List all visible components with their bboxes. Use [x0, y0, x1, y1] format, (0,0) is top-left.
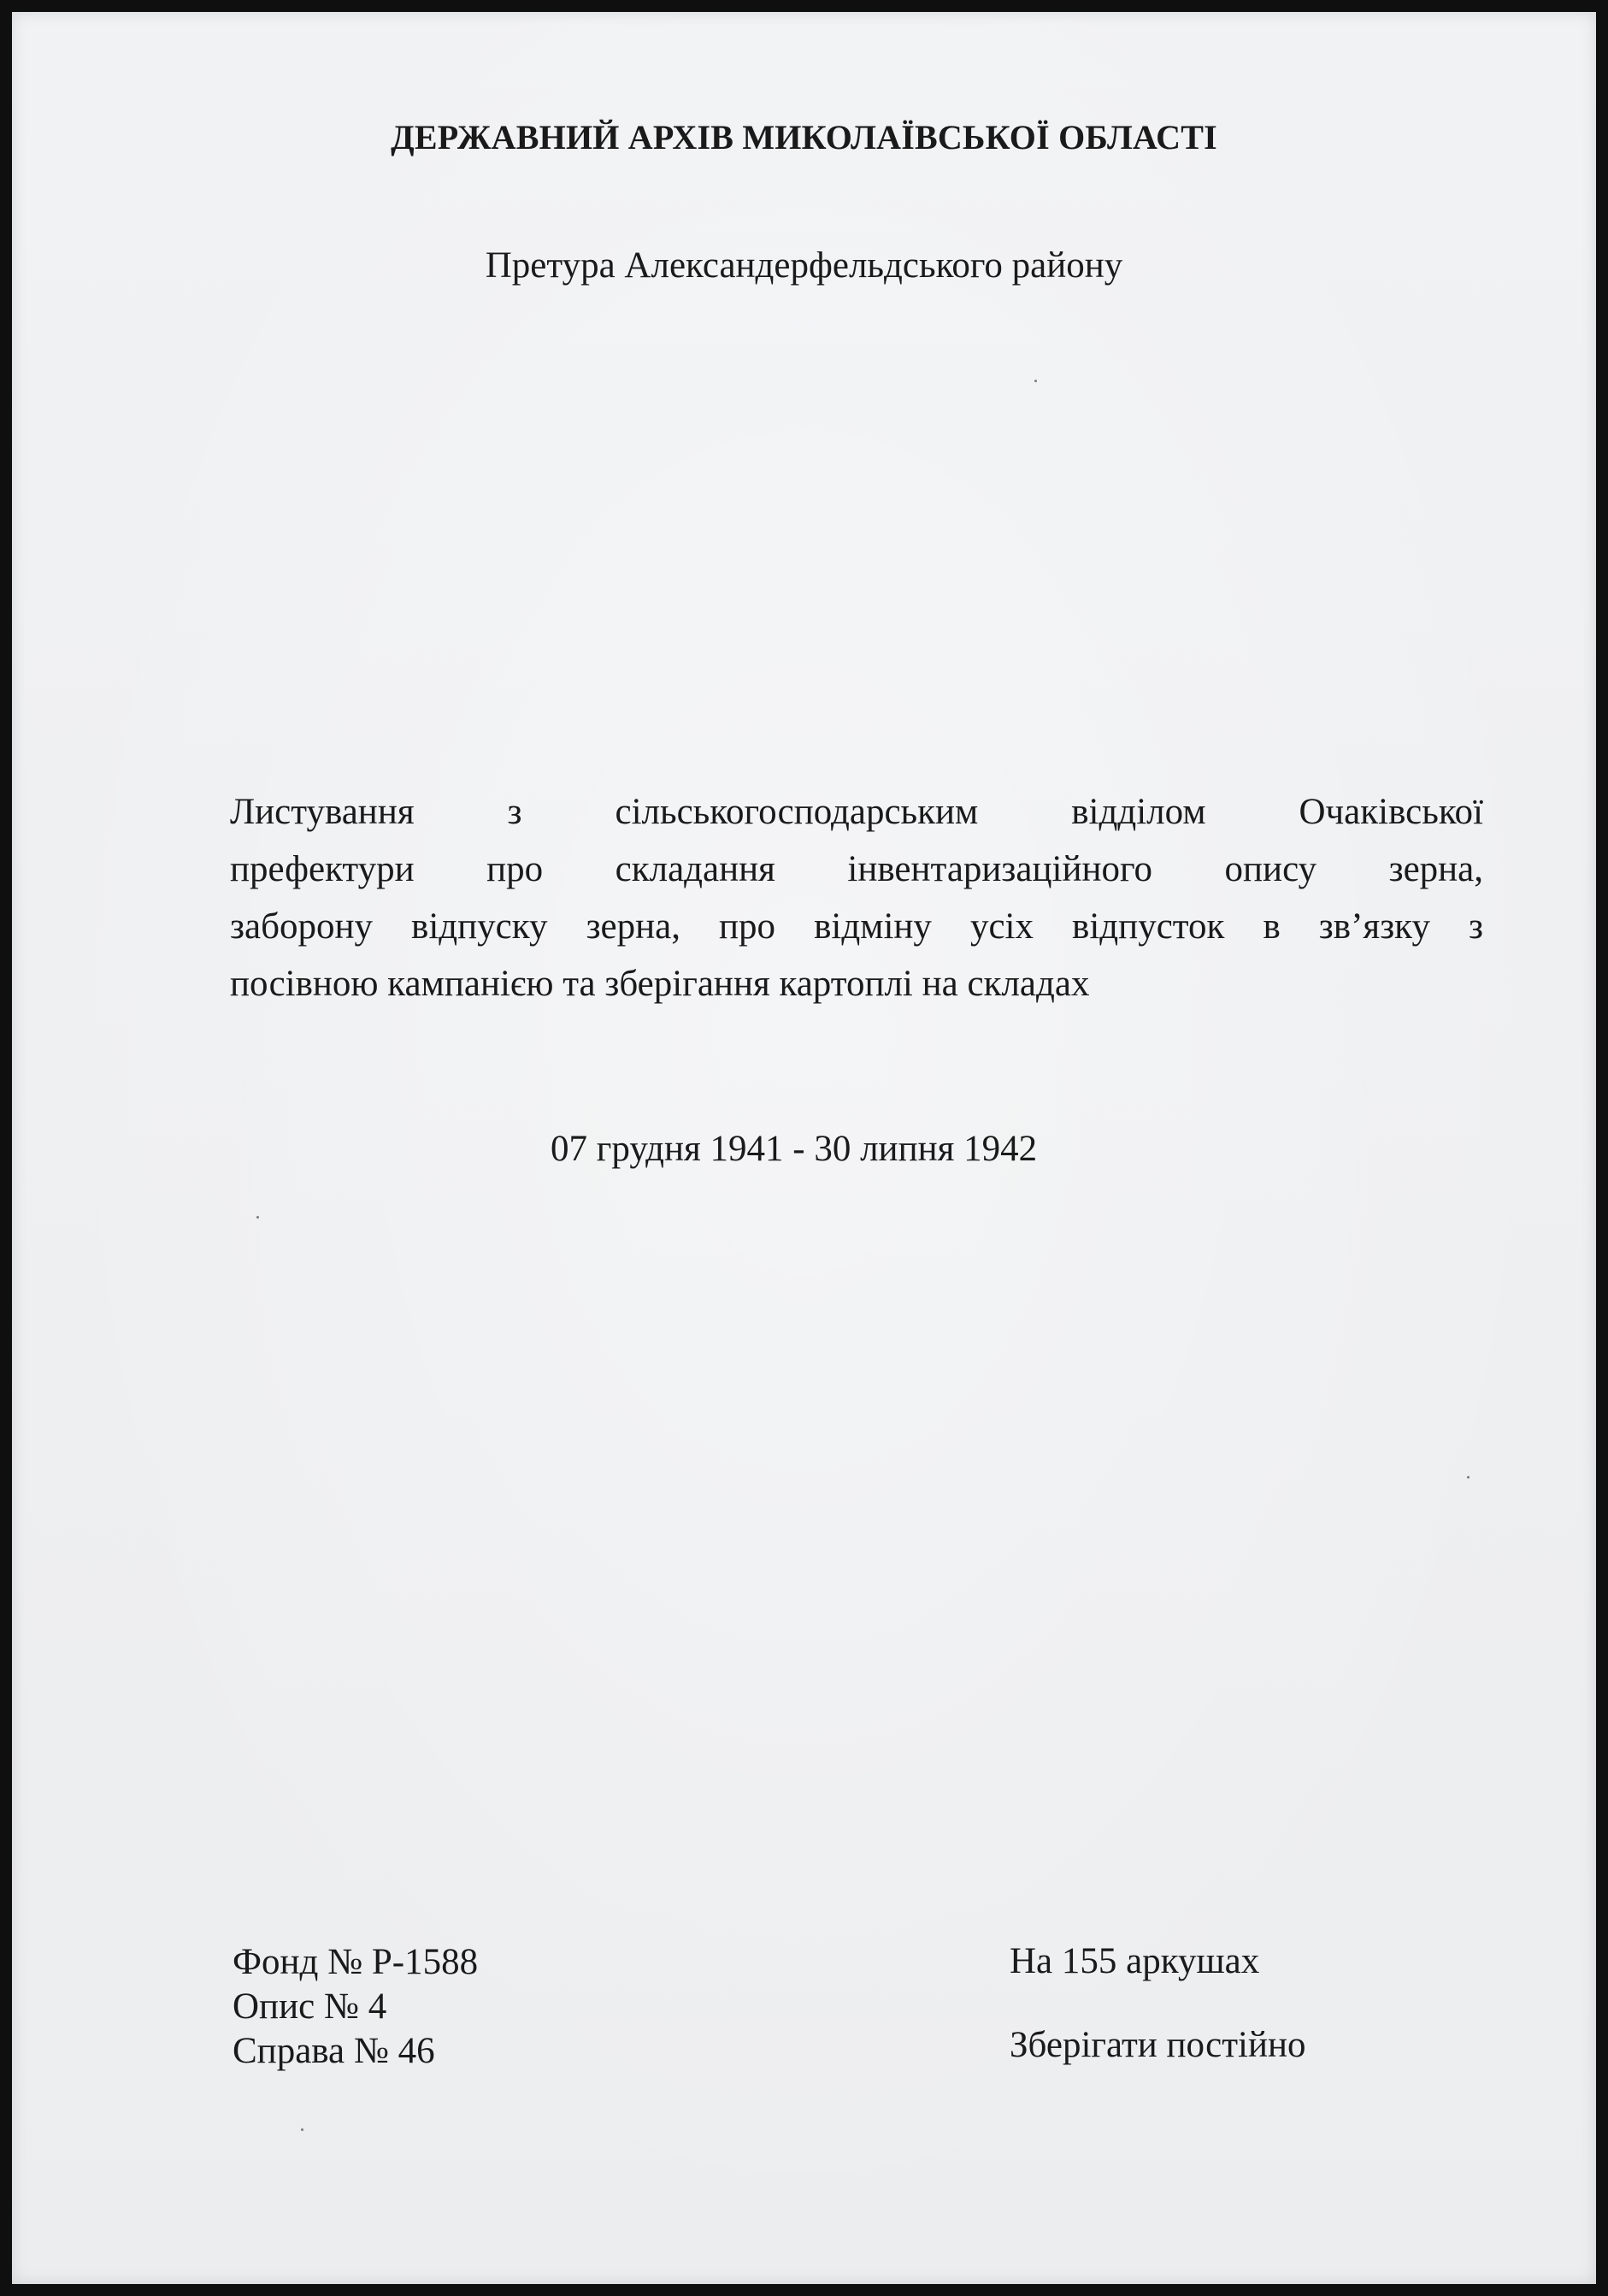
archival-reference	[233, 1940, 478, 2074]
paper-speck	[301, 2128, 303, 2131]
opys-number: Опис № 4	[233, 1986, 387, 2027]
date-range: 07 грудня 1941 - 30 липня 1942	[551, 1129, 1038, 1169]
case-title-line: заборону відпуску зерна, про відміну усіх відпусток в зв’язку з	[230, 906, 1483, 947]
sheets-count: На 155 аркушах	[1010, 1941, 1260, 1981]
fond-number: Фонд № Р-1588	[233, 1942, 479, 1982]
case-title-line: посівною кампанією та зберігання картоплі на складах	[230, 964, 1090, 1004]
storage-term: Зберігати постійно	[1010, 2025, 1306, 2065]
paper-speck	[1467, 1476, 1470, 1479]
case-title	[230, 783, 1483, 1012]
sprava-number: Справа № 46	[233, 2031, 435, 2071]
document-sheet	[12, 12, 1596, 2284]
archive-name-heading: ДЕРЖАВНИЙ АРХІВ МИКОЛАЇВСЬКОЇ ОБЛАСТІ	[391, 118, 1217, 156]
paper-speck	[1034, 380, 1037, 382]
case-title-line: Листування з сільськогосподарським відділом Очаківської	[230, 792, 1483, 832]
case-title-line: префектури про складання інвентаризаційного опису зерна,	[230, 849, 1483, 889]
paper-speck	[256, 1216, 259, 1219]
organization-name: Претура Александерфельдського району	[485, 245, 1123, 286]
